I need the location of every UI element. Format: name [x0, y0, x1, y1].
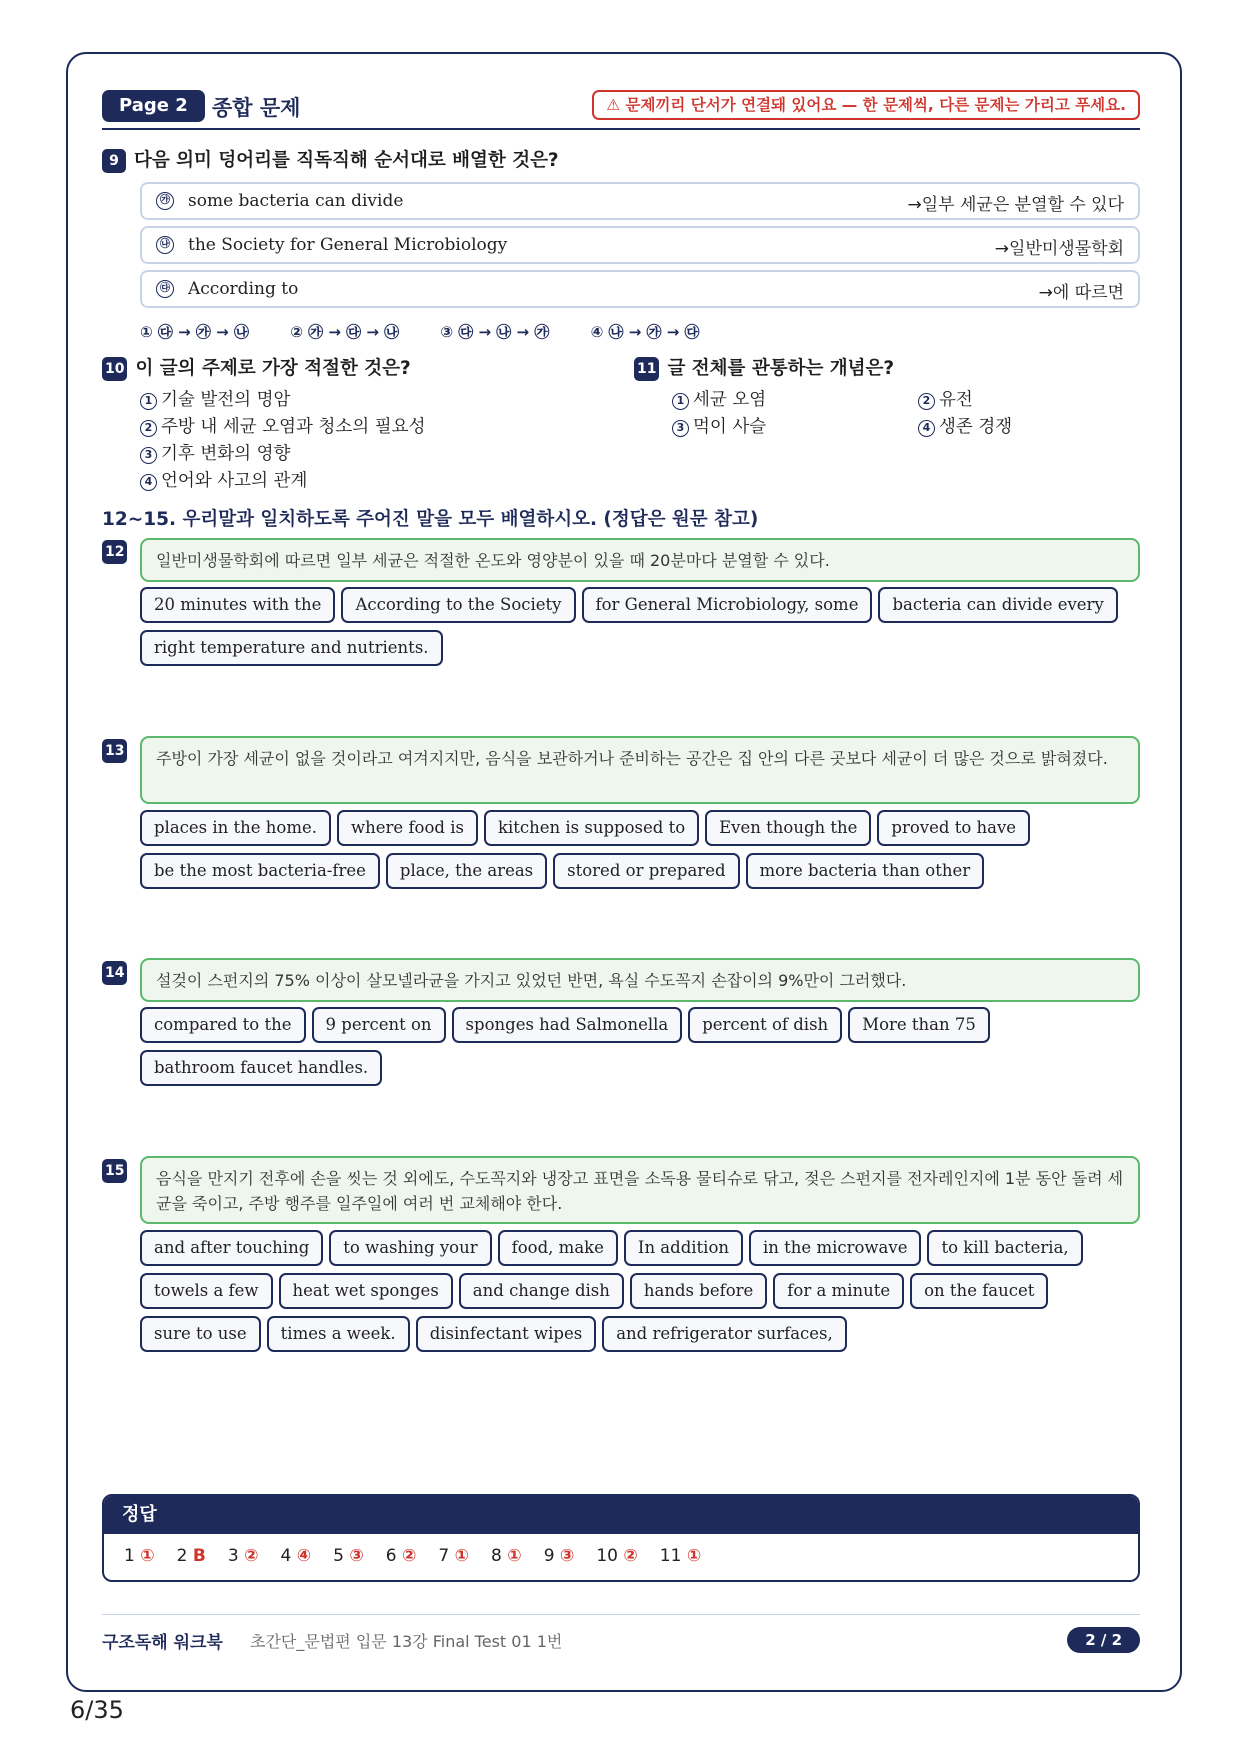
- page-number: 6/35: [70, 1696, 124, 1724]
- answer-item: [280, 1546, 311, 1566]
- word-tile[interactable]: sponges had Salmonella: [452, 1007, 683, 1043]
- word-tile[interactable]: and refrigerator surfaces,: [602, 1316, 847, 1352]
- answer-key: [102, 1494, 1140, 1582]
- meaning-chunk-row: [140, 270, 1140, 308]
- word-tile[interactable]: hands before: [630, 1273, 767, 1309]
- word-tiles: [140, 1007, 1150, 1093]
- answer-question: 1: [124, 1546, 135, 1566]
- korean-sentence-box: 주방이 가장 세균이 없을 것이라고 여겨지지만, 음식을 보관하거나 준비하는 공간은 집 안의 다른 곳보다 세균이 더 많은 것으로 밝혀졌다.: [140, 736, 1140, 804]
- word-tile[interactable]: right temperature and nutrients.: [140, 630, 443, 666]
- word-tile[interactable]: and after touching: [140, 1230, 323, 1266]
- answer-question: 3: [227, 1546, 239, 1566]
- answer-item: [124, 1546, 155, 1566]
- word-tile[interactable]: for General Microbiology, some: [582, 587, 873, 623]
- q10-option[interactable]: 3 기후 변화의 영향: [140, 440, 290, 465]
- footer-divider: [102, 1614, 1140, 1615]
- word-tile[interactable]: places in the home.: [140, 810, 331, 846]
- word-tile[interactable]: 20 minutes with the: [140, 587, 335, 623]
- answer-question: 2: [176, 1546, 188, 1566]
- q11-title-row: [634, 354, 894, 381]
- answer-question: 7: [438, 1546, 450, 1566]
- answer-item: [333, 1546, 364, 1566]
- q10-option[interactable]: 4 언어와 사고의 관계: [140, 467, 307, 492]
- answer-item: [438, 1546, 469, 1566]
- word-tiles: [140, 587, 1150, 673]
- answer-value: ③: [349, 1546, 364, 1566]
- q10-option[interactable]: 1 기술 발전의 명암: [140, 386, 290, 411]
- word-tile[interactable]: disinfectant wipes: [416, 1316, 597, 1352]
- question-number: 14: [102, 961, 127, 985]
- question-number: 15: [102, 1159, 127, 1183]
- word-tile[interactable]: percent of dish: [688, 1007, 842, 1043]
- word-tile[interactable]: 9 percent on: [312, 1007, 446, 1043]
- word-tile[interactable]: more bacteria than other: [746, 853, 985, 889]
- question-number: 12: [102, 540, 127, 564]
- answer-item: [228, 1546, 259, 1566]
- question-title: 다음 의미 덩어리를 직독직해 순서대로 배열한 것은?: [134, 150, 559, 171]
- answer-question: 9: [543, 1546, 555, 1566]
- answer-value: ①: [140, 1546, 155, 1566]
- q11-option[interactable]: 1 세균 오염: [672, 386, 766, 411]
- word-tiles: [140, 810, 1150, 896]
- word-tile[interactable]: bathroom faucet handles.: [140, 1050, 382, 1086]
- answer-value: ①: [507, 1546, 522, 1566]
- q9-option[interactable]: ③ ㉰ → ㉯ → ㉮: [440, 323, 550, 341]
- chunk-english: According to: [188, 279, 299, 299]
- word-tile[interactable]: heat wet sponges: [279, 1273, 453, 1309]
- answer-item: [177, 1546, 206, 1566]
- q10-option[interactable]: 2 주방 내 세균 오염과 청소의 필요성: [140, 413, 425, 438]
- answer-question: 5: [333, 1546, 344, 1566]
- answer-value: ②: [623, 1546, 638, 1566]
- word-tile[interactable]: More than 75: [848, 1007, 990, 1043]
- answer-value: ①: [686, 1546, 702, 1566]
- answer-question: 11: [659, 1546, 682, 1566]
- answer-value: ④: [296, 1546, 312, 1566]
- answer-question: 10: [596, 1546, 618, 1566]
- page-header: [102, 90, 1140, 130]
- footer-source: 초간단_문법편 입문 13강 Final Test 01 1번: [250, 1632, 563, 1651]
- word-tile[interactable]: stored or prepared: [553, 853, 739, 889]
- word-tile[interactable]: According to the Society: [341, 587, 575, 623]
- answer-item: [544, 1546, 575, 1566]
- chunk-korean: →일부 세균은 분열할 수 있다: [907, 195, 1124, 215]
- word-tile[interactable]: Even though the: [705, 810, 871, 846]
- q11-option[interactable]: 3 먹이 사슬: [672, 413, 766, 438]
- q11-option[interactable]: 4 생존 경쟁: [918, 413, 1012, 438]
- word-tile[interactable]: to kill bacteria,: [927, 1230, 1082, 1266]
- korean-sentence-box: 설겆이 스펀지의 75% 이상이 살모넬라균을 가지고 있었던 반면, 욕실 수도꼭지 손잡이의 9%만이 그러했다.: [140, 958, 1140, 1002]
- answer-value: ③: [559, 1546, 575, 1566]
- word-tile[interactable]: times a week.: [267, 1316, 410, 1352]
- meaning-chunk-row: [140, 226, 1140, 264]
- korean-sentence-box: 일반미생물학회에 따르면 일부 세균은 적절한 온도와 영양분이 있을 때 20분마다 분열할 수 있다.: [140, 538, 1140, 582]
- word-tile[interactable]: be the most bacteria-free: [140, 853, 380, 889]
- answer-item: [491, 1546, 522, 1566]
- warning-banner: ⚠ 문제끼리 단서가 연결돼 있어요 — 한 문제씩, 다른 문제는 가리고 푸세요.: [592, 90, 1140, 120]
- q10-title-row: [102, 354, 411, 381]
- word-tile[interactable]: towels a few: [140, 1273, 273, 1309]
- footer-page-badge: 2 / 2: [1067, 1627, 1140, 1653]
- q9-option[interactable]: ① ㉰ → ㉮ → ㉯: [140, 323, 249, 341]
- word-tile[interactable]: compared to the: [140, 1007, 306, 1043]
- q9-options: [140, 321, 736, 342]
- word-tile[interactable]: to washing your: [329, 1230, 491, 1266]
- q9-option[interactable]: ④ ㉯ → ㉮ → ㉰: [590, 323, 700, 341]
- word-tile[interactable]: in the microwave: [749, 1230, 921, 1266]
- q9-title-row: [102, 146, 559, 173]
- answer-value: ②: [244, 1546, 259, 1566]
- chunk-korean: →에 따르면: [1038, 283, 1124, 303]
- page-label: Page 2: [102, 90, 205, 122]
- answer-list: [104, 1534, 1138, 1566]
- footer-brand: 구조독해 워크북: [102, 1633, 223, 1653]
- answer-value: B: [192, 1546, 206, 1566]
- answer-key-title: 정답: [104, 1496, 1138, 1534]
- chunk-english: some bacteria can divide: [188, 191, 404, 211]
- word-tile[interactable]: proved to have: [877, 810, 1030, 846]
- question-number: 10: [102, 357, 127, 381]
- word-tile[interactable]: sure to use: [140, 1316, 261, 1352]
- page-title: 종합 문제: [212, 96, 301, 120]
- meaning-chunk-row: [140, 182, 1140, 220]
- answer-question: 4: [280, 1546, 292, 1566]
- word-tile[interactable]: place, the areas: [386, 853, 547, 889]
- answer-question: 6: [385, 1546, 397, 1566]
- chunk-marker: ㉰: [156, 280, 174, 298]
- chunk-korean: →일반미생물학회: [994, 239, 1124, 259]
- question-number: 13: [102, 739, 127, 763]
- question-number: 11: [634, 357, 659, 381]
- word-tile[interactable]: food, make: [498, 1230, 618, 1266]
- answer-value: ①: [454, 1546, 470, 1566]
- word-tile[interactable]: In addition: [624, 1230, 743, 1266]
- answer-item: [596, 1546, 637, 1566]
- chunk-marker: ㉮: [156, 192, 174, 210]
- word-tile[interactable]: bacteria can divide every: [878, 587, 1117, 623]
- word-tiles: [140, 1230, 1150, 1359]
- answer-value: ②: [402, 1546, 417, 1566]
- word-tile[interactable]: on the faucet: [910, 1273, 1048, 1309]
- word-tile[interactable]: kitchen is supposed to: [484, 810, 699, 846]
- answer-question: 8: [491, 1546, 502, 1566]
- word-tile[interactable]: and change dish: [459, 1273, 624, 1309]
- chunk-marker: ㉯: [156, 236, 174, 254]
- section-heading: 12~15. 우리말과 일치하도록 주어진 말을 모두 배열하시오. (정답은 원문 참고): [102, 509, 759, 530]
- answer-item: [386, 1546, 417, 1566]
- question-title: 글 전체를 관통하는 개념은?: [667, 358, 895, 379]
- word-tile[interactable]: for a minute: [773, 1273, 904, 1309]
- question-number: 9: [102, 149, 126, 173]
- chunk-english: the Society for General Microbiology: [188, 235, 508, 255]
- question-title: 이 글의 주제로 가장 적절한 것은?: [135, 358, 411, 379]
- answer-item: [660, 1546, 701, 1566]
- korean-sentence-box: 음식을 만지기 전후에 손을 씻는 것 외에도, 수도꼭지와 냉장고 표면을 소독용 물티슈로 닦고, 젖은 스펀지를 전자레인지에 1분 동안 돌려 세균을 죽이고, 주방 행주를 일주일에 여러 번 교체해야 한다.: [140, 1156, 1140, 1224]
- q11-option[interactable]: 2 유전: [918, 386, 973, 411]
- q9-option[interactable]: ② ㉮ → ㉰ → ㉯: [290, 323, 400, 341]
- word-tile[interactable]: where food is: [337, 810, 478, 846]
